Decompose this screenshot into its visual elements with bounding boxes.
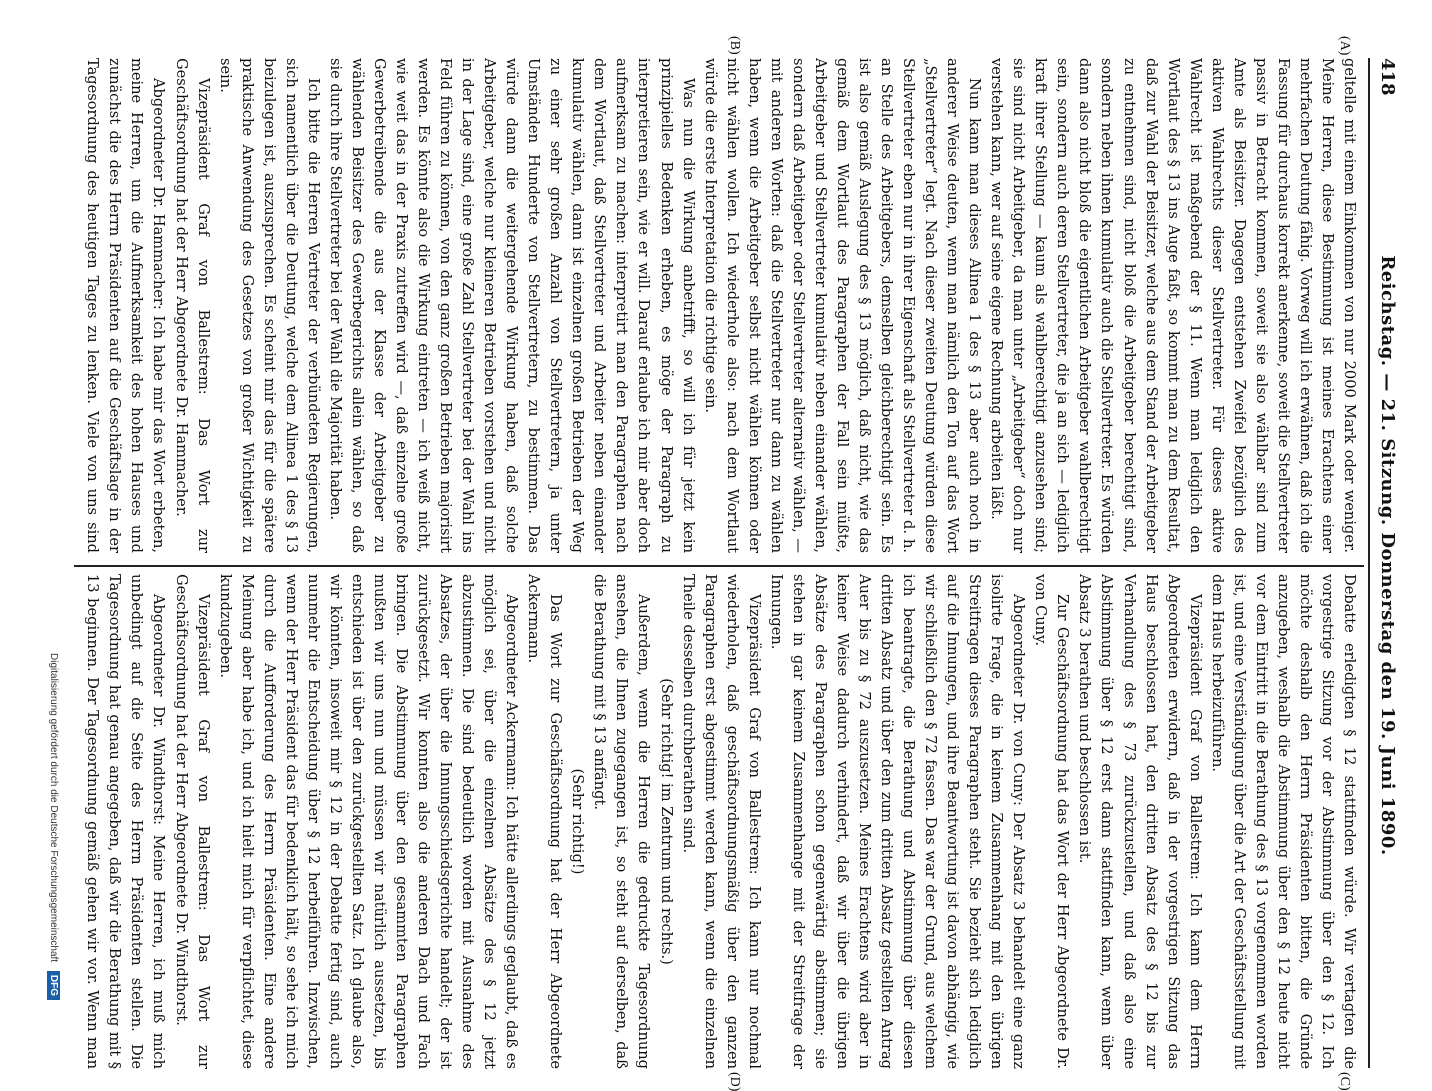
interjection: (Sehr richtig! im Zentrum und rechts.) <box>657 678 675 965</box>
margin-marker-c: (C) <box>1337 1072 1352 1091</box>
interjection: (Sehr richtig!) <box>569 768 587 875</box>
paragraph: Debatte erledigten § 12 stattfinden würde. Wir vertagten die vorgestrige Sitzung vor der Abstimmung über den § 12. Ich möchte deshalb den Herrn Präsidenten bitten, die Gründe anzugeben, weshalb die Abstimmung über den § 12 heute nicht vor dem Eintritt in die Berathung des § 13 vorgenommen worden ist, und eine Verständigung über die Art der Geschäftsstellung mit dem Haus herbeizuführen. <box>1208 574 1358 1069</box>
column-rule <box>74 565 1364 567</box>
paragraph: Abgeordneter Ackermann: Ich hätte allerdings geglaubt, daß es möglich sei, über die einzelnen Absätze des § 12 jetzt abzustimmen. Die sind bedeutlich worden mit Ausnahme des Absatzes, der über die Innungsschiedsgerichte handelt; der ist zurückgesetzt. Wir konnten also die anderen Dach und Fach bringen. Die Abstimmung über den gesammten Paragraphen mußten wir uns nun und müssen wir natürlich aussetzen, bis entschieden ist über den zurückgestellten Satz. Ich glaube also, wir könnten, insoweit mir § 12 in der Debatte fertig sind, auch nunmehr die Entscheidung über § 12 herbeiführen. Inzwischen, wenn der Herr Präsident das für bedenklich hält, so sehe ich mich durch die Aufforderung des Herrn Präsidenten. Eine andere Meinung aber habe ich, und ich hielt mich für verpflichtet, diese kundzugeben. <box>216 574 521 1069</box>
digitization-credit <box>47 0 60 1000</box>
paragraph: Abgeordneter Dr. von Cuny: Der Absatz 3 behandelt eine ganz isolirte Frage, die in keinem Zusammenhang mit den übrigen Streitfragen dieses Paragraphen steht. Sie bezieht sich lediglich auf die Innungen, und ihre Beantwortung ist davon abhängig, wie wir schließlich den § 72 fassen. Das war der Grund, aus welchem ich beantragte, die Berathung und Abstimmung über diesen dritten Absatz und über den zum dritten Absatz gestellten Antrag Auer bis zu § 72 auszusetzen. Meines Erachtens wird aber in keiner Weise dadurch verhindert, daß wir über die übrigen Absätze des Paragraphen schon gegenwärtig abstimmen; sie stehen in gar keinem Zusammenhange mit der Streitfrage der Innungen. <box>767 574 1028 1069</box>
margin-marker-a: (A) <box>1337 36 1352 56</box>
credit-text: Digitalisierung gefördert durch die Deutsche Forschungsgemeinschaft <box>48 653 59 963</box>
paragraph: Ich bitte die Herren Vertreter der verbündeten Regierungen, sich namentlich über die Deutung, welche dem Alinea 1 des § 13 beizulegen ist, auszusprechen. Es scheint mir das für die spätere praktische Anwendung des Gesetzes von großer Wichtigkeit zu sein. <box>216 58 322 553</box>
paragraph: Außerdem, wenn die Herren die gedruckte Tagesordnung ansehen, die Ihnen zugegangen ist, so steht auf derselben, daß die Berathung mit § 13 anfängt. <box>591 574 653 1069</box>
paragraph: Zur Geschäftsordnung hat das Wort der Herr Abgeordnete Dr. von Cuny. <box>1032 574 1072 1069</box>
page-title: Reichstag. — 21. Sitzung. Donnerstag den 19. Juni 1890. <box>1377 255 1399 856</box>
running-head <box>1374 58 1402 1073</box>
margin-marker-b: (B) <box>727 36 742 55</box>
right-column <box>80 574 1360 1069</box>
paragraph: geltelle mit einem Einkommen von nur 2000 Mark oder weniger. Meine Herren, diese Bestimmung ist meines Erachtens einer mehrfachen Deutung fähig. Vorweg will ich erwähnen, daß ich die Fassung für durchaus korrekt anerkenne, soweit die Stellvertreter passiv in Betracht kommen, soweit sie also wählbar sind zum Amte als Beisitzer. Dagegen entstehen Zweifel bezüglich des aktiven Wahlrechts dieser Stellvertreter. Für dieses aktive Wahlrecht ist maßgebend der § 11. Wenn man lediglich den Wortlaut des § 13 ins Auge faßt, so kommt man zu dem Resultat, daß zur Wahl der Beisitzer, welche aus dem Stand der Arbeitgeber zu entnehmen sind, nicht bloß die Arbeitgeber berechtigt sind, sondern neben ihnen kumulativ auch die Stellvertreter. Es würden dann also nicht bloß die eigentlichen Arbeitgeber wahlberechtigt sein, sondern auch deren Stellvertreter, die ja an sich — lediglich kraft ihrer Stellung — kaum als wahlberechtigt anzusehen sind; sie sind nicht Arbeitgeber, da man unter „Arbeitgeber“ doch nur verstehen kann, wer auf seine eigene Rechnung arbeiten läßt. <box>988 58 1358 553</box>
paragraph: Vizepräsident Graf von Ballestrem: Ich kann nur nochmal wiederholen, daß geschäftsordnungsmäßig über den ganzen Paragraphen erst abgestimmt werden kann, wenn die einzelnen Theile desselben durchberathen sind. <box>679 574 763 1069</box>
paragraph: Das Wort zur Geschäftsordnung hat der Herr Abgeordnete Ackermann. <box>525 574 565 1069</box>
margin-marker-d: (D) <box>727 1072 742 1091</box>
paragraph: Abgeordneter Dr. Windthorst: Meine Herren, ich muß mich unbedingt auf die Seite des Herrn Präsidenten stellen. Die Tagesordnung hat genau angegeben, daß wir die Berathung mit § 13 beginnen. Der Tagesordnung gemäß gehen wir vor. Wenn man <box>84 574 168 1069</box>
left-column <box>80 58 1360 553</box>
paragraph: Was nun die Wirkung anbetrifft, so will ich für jetzt kein prinzipielles Bedenken erheben, es möge der Paragraph zu interpretieren sein, wie er will. Darauf erlaube ich mir aber doch aufmerksam zu machen: interpretirt man den Paragraphen nach dem Wortlaut, daß Stellvertreter und Arbeiter neben einander kumulativ wählen, dann ist einzelnen großen Betrieben der Weg zu einer sehr großen Anzahl von Stellvertretern, ja unter Umständen Hunderte von Stellvertretern, zu bestimmen. Das würde dann die weitergehende Wirkung haben, daß solche Arbeitgeber, welche nur kleineren Betrieben vorstehen und nicht in der Lage sind, eine große Zahl Stellvertreter bei der Wahl ins Feld führen zu können, von den ganz großen Betrieben majorisirt werden. Es könnte also die Wirkung eintreten — ich weiß nicht, wie weit das in der Praxis zutreffen wird —, daß einzelne große Gewerbetreibende die aus der Klasse der Arbeitgeber zu wählenden Beisitzer des Gewerbegerichts allein wählen, so daß sie durch ihre Stellvertreter bei der Wahl die Majorität haben. <box>326 58 697 553</box>
page-number: 418 <box>1377 58 1399 96</box>
dfg-logo: DFG <box>47 971 60 1000</box>
paragraph: Vizepräsident Graf von Ballestrem: Ich kann dem Herrn Abgeordneten erwidern, daß in der vorgestrigen Sitzung das Haus beschlossen hat, den dritten Absatz des § 12 bis zur Verhandlung des § 73 zurückzustellen, und daß also eine Abstimmung über § 12 erst dann stattfinden kann, wenn über Absatz 3 berathen und beschlossen ist. <box>1076 574 1204 1069</box>
paragraph: Abgeordneter Dr. Hammacher: Ich habe mir das Wort erbeten, meine Herren, um die Aufmerksamkeit des hohen Hauses und zunächst die des Herrn Präsidenten auf die Geschäftslage in der Tagesordnung des heutigen Tages zu lenken. Viele von uns sind <box>84 58 168 553</box>
paragraph: Vizepräsident Graf von Ballestrem: Das Wort zur Geschäftsordnung hat der Herr Abgeordnete Dr. Windthorst. <box>172 574 212 1069</box>
header-rule <box>1368 58 1370 1068</box>
paragraph: Nun kann man dieses Alinea 1 des § 13 aber auch noch in anderer Weise deuten, wenn man nämlich den Ton auf das Wort „Stellvertreter“ legt. Nach dieser zweiten Deutung würden diese Stellvertreter eben nur in ihrer Eigenschaft als Stellvertreter d. h. an Stelle des Arbeitgebers, demselben gleichberechtigt sein. Es ist also gemäß Auslegung des § 13 möglich, daß nicht, wie das gemäß dem Wortlaut des Paragraphen der Fall sein müßte, Arbeitgeber und Stellvertreter kumulativ neben einander wählen, sondern daß Arbeitgeber oder Stellvertreter alternativ wählen, — mit anderen Worten: daß die Stellvertreter nur dann zu wählen haben, wenn die Arbeitgeber selbst nicht wählen können oder nicht wählen wollen. Ich wiederhole also: nach dem Wortlaut würde die erste Interpretation die richtige sein. <box>701 58 984 553</box>
paragraph: Vizepräsident Graf von Ballestrem: Das Wort zur Geschäftsordnung hat der Herr Abgeordnete Dr. Hammacher. <box>172 58 212 553</box>
